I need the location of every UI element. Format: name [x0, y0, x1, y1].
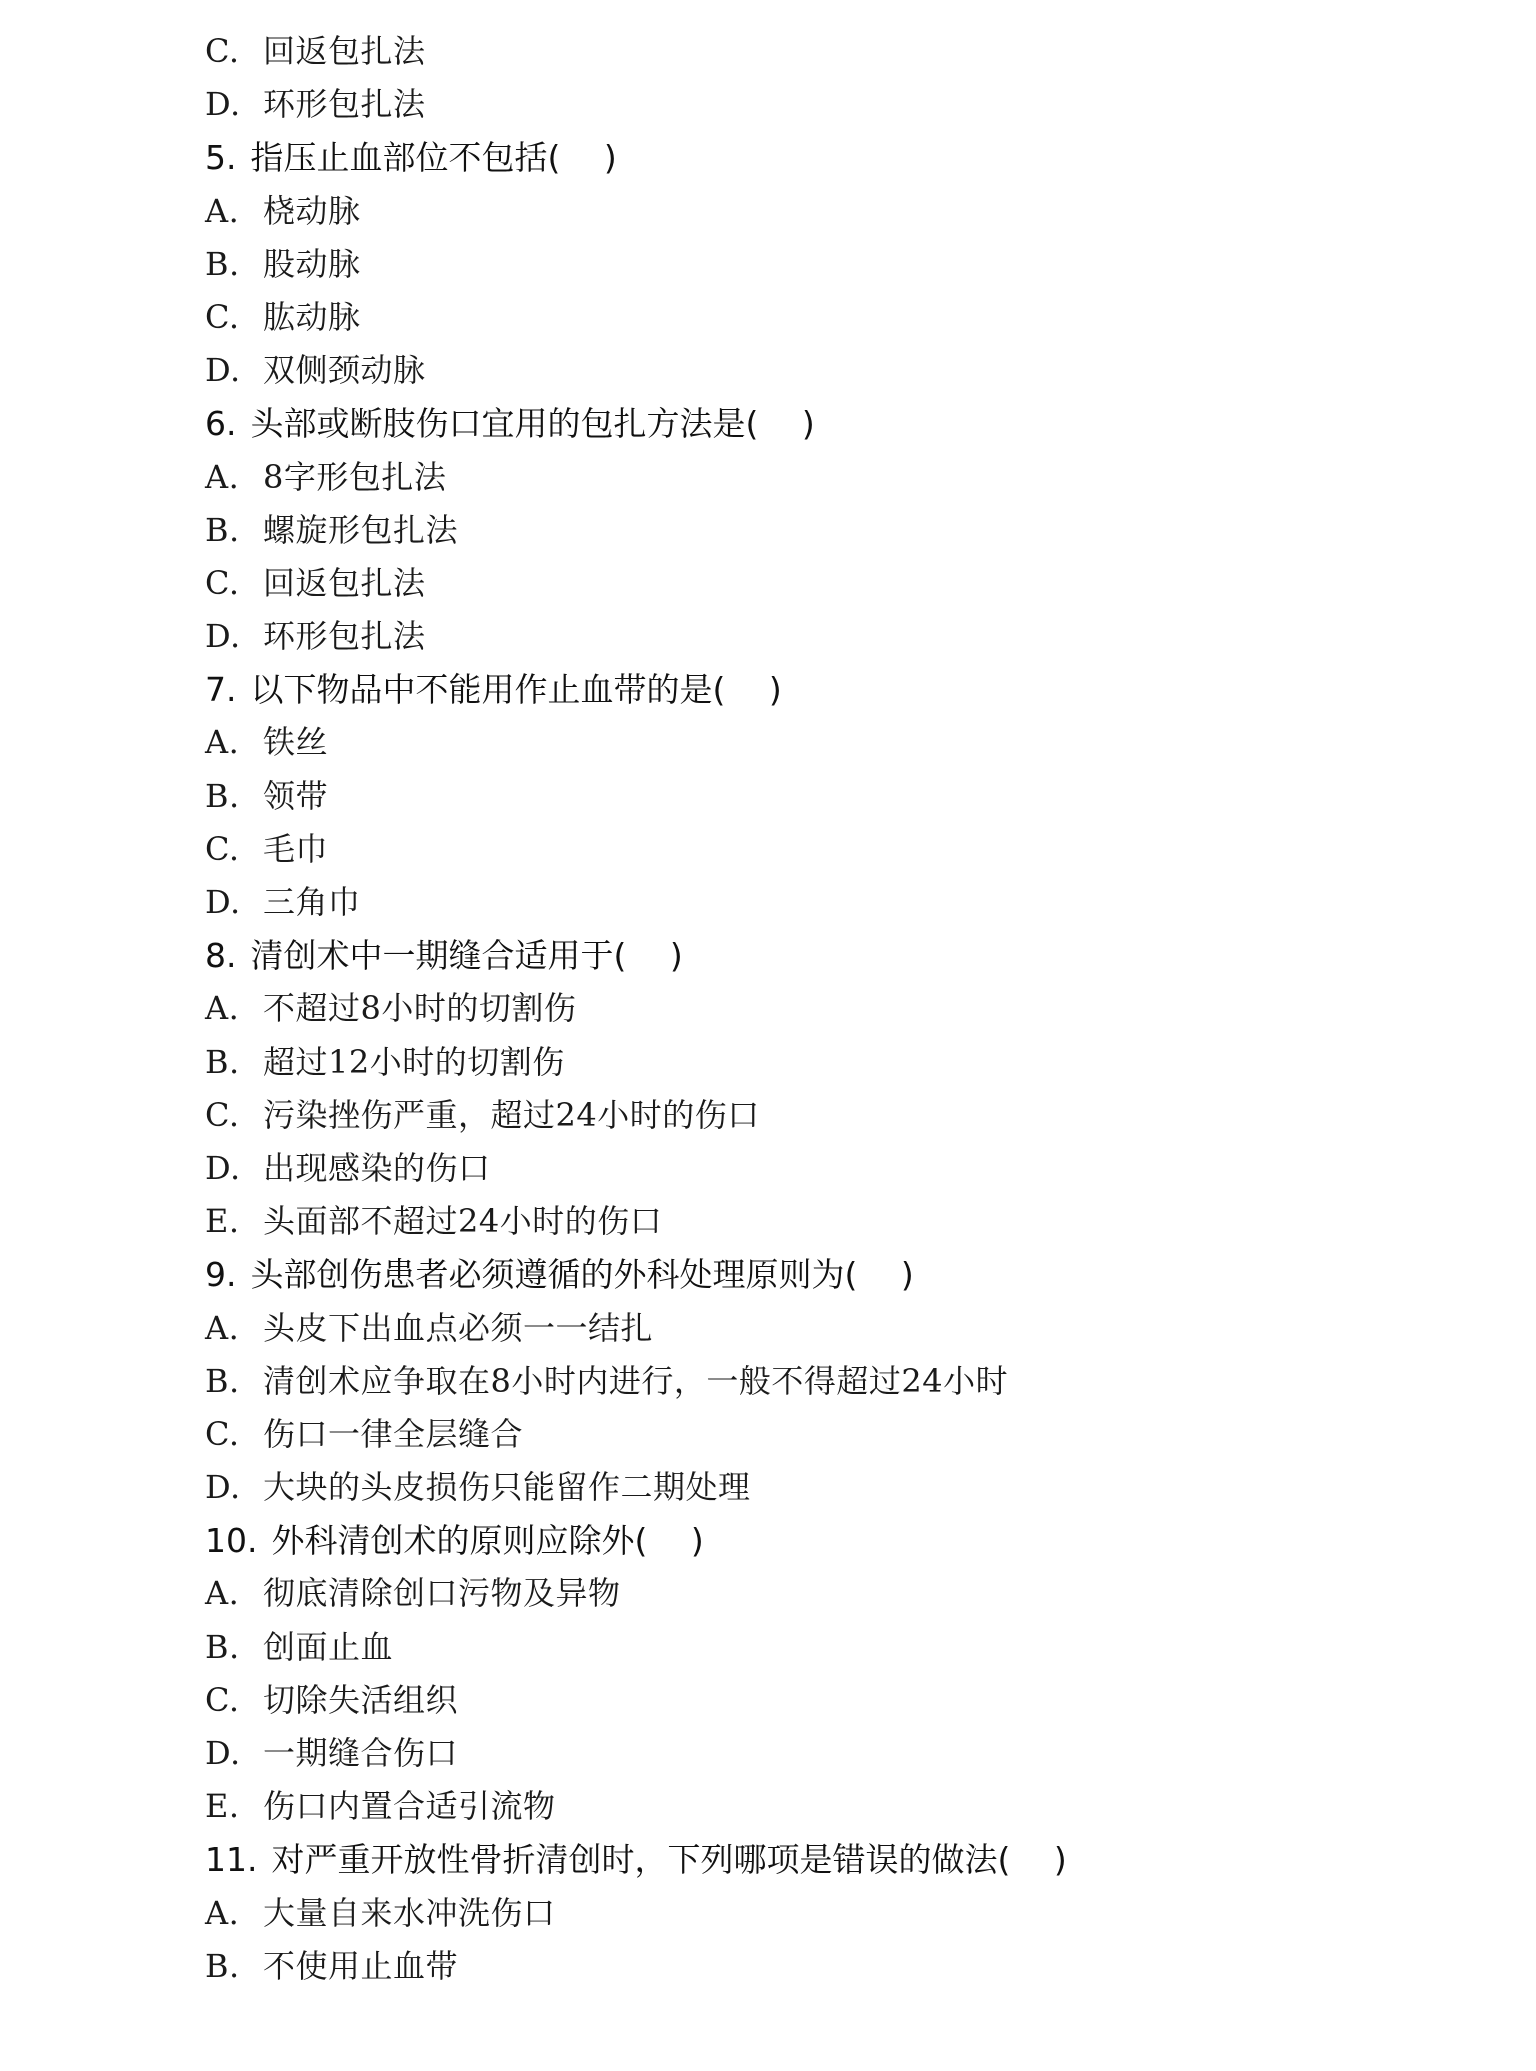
answer-option	[205, 1408, 1405, 1461]
question-stem	[205, 663, 1405, 716]
option-letter: C.	[205, 1095, 240, 1134]
answer-blank: ( )	[547, 138, 617, 178]
question-number: 11.	[205, 1840, 258, 1880]
option-text: 伤口一律全层缝合	[263, 1414, 524, 1453]
question-stem	[205, 397, 1405, 450]
option-letter: E.	[205, 1787, 240, 1826]
answer-blank: ( )	[997, 1840, 1067, 1880]
option-letter: A.	[205, 989, 240, 1028]
answer-blank: ( )	[712, 670, 782, 710]
question-stem	[205, 131, 1405, 184]
option-letter: C.	[205, 563, 240, 602]
option-letter: B.	[205, 1627, 240, 1666]
option-text: 桡动脉	[263, 191, 361, 230]
option-text: 一期缝合伤口	[263, 1734, 459, 1772]
option-letter: A.	[205, 1893, 240, 1932]
option-text: 彻底清除创口污物及异物	[263, 1574, 621, 1613]
option-text: 头面部不超过24小时的伤口	[263, 1202, 663, 1241]
answer-option	[205, 1727, 1405, 1780]
question-text: 外科清创术的原则应除外	[271, 1521, 635, 1561]
answer-option	[205, 78, 1405, 131]
question-number: 5.	[205, 138, 237, 178]
answer-option	[205, 1355, 1405, 1408]
answer-blank: ( )	[613, 936, 683, 976]
question-stem	[205, 1514, 1405, 1567]
question-stem	[205, 929, 1405, 982]
option-letter: B.	[205, 1361, 240, 1400]
option-letter: A.	[205, 191, 240, 230]
option-text: 回返包扎法	[263, 32, 426, 70]
option-text: 出现感染的伤口	[263, 1148, 491, 1187]
answer-option	[205, 1195, 1405, 1248]
question-number: 10.	[205, 1521, 258, 1561]
answer-option	[205, 344, 1405, 397]
option-text: 股动脉	[263, 244, 361, 283]
option-text: 清创术应争取在8小时内进行，一般不得超过24小时	[263, 1361, 1009, 1400]
option-text: 大量自来水冲洗伤口	[263, 1893, 556, 1932]
answer-option	[205, 610, 1405, 663]
answer-option	[205, 1302, 1405, 1355]
question-text: 头部创伤患者必须遵循的外科处理原则为	[250, 1255, 845, 1295]
option-letter: B.	[205, 510, 240, 549]
question-number: 9.	[205, 1255, 237, 1295]
option-letter: D.	[205, 351, 241, 390]
question-number: 7.	[205, 670, 237, 710]
option-text: 伤口内置合适引流物	[263, 1787, 556, 1826]
option-letter: D.	[205, 1148, 241, 1187]
answer-option	[205, 291, 1405, 344]
answer-option	[205, 238, 1405, 291]
option-letter: A.	[205, 1308, 240, 1347]
option-letter: D.	[205, 617, 241, 656]
option-letter: B.	[205, 1946, 240, 1985]
question-list	[205, 25, 1405, 1993]
option-letter: C.	[205, 1414, 240, 1453]
option-text: 头皮下出血点必须一一结扎	[263, 1308, 654, 1347]
option-text: 切除失活组织	[263, 1680, 459, 1719]
answer-blank: ( )	[634, 1521, 704, 1561]
question-number: 8.	[205, 936, 237, 976]
answer-option	[205, 716, 1405, 769]
option-text: 大块的头皮损伤只能留作二期处理	[263, 1468, 751, 1507]
option-text: 三角巾	[263, 883, 361, 921]
answer-option	[205, 25, 1405, 78]
answer-option	[205, 1461, 1405, 1514]
option-text: 环形包扎法	[263, 617, 426, 656]
answer-option	[205, 185, 1405, 238]
question-stem	[205, 1248, 1405, 1301]
option-letter: B.	[205, 1042, 240, 1081]
question-text: 以下物品中不能用作止血带的是	[250, 670, 713, 710]
option-letter: C.	[205, 829, 240, 868]
option-letter: B.	[205, 776, 240, 815]
option-letter: D.	[205, 1734, 241, 1772]
option-text: 超过12小时的切割伤	[263, 1042, 565, 1081]
option-text: 不使用止血带	[263, 1946, 459, 1985]
answer-option	[205, 1142, 1405, 1195]
answer-option	[205, 1621, 1405, 1674]
option-letter: D.	[205, 85, 241, 124]
question-text: 指压止血部位不包括	[250, 138, 548, 178]
option-letter: E.	[205, 1202, 240, 1241]
answer-option	[205, 451, 1405, 504]
option-text: 毛巾	[263, 829, 329, 868]
option-text: 环形包扎法	[263, 85, 426, 124]
option-letter: C.	[205, 1680, 240, 1719]
option-text: 铁丝	[263, 723, 329, 762]
answer-option	[205, 1567, 1405, 1620]
answer-option	[205, 1887, 1405, 1940]
question-stem	[205, 1833, 1405, 1886]
option-letter: B.	[205, 244, 240, 283]
option-letter: D.	[205, 1468, 241, 1507]
option-text: 8字形包扎法	[263, 457, 447, 496]
answer-blank: ( )	[745, 404, 815, 444]
option-letter: C.	[205, 32, 240, 70]
question-text: 清创术中一期缝合适用于	[250, 936, 614, 976]
option-text: 肱动脉	[263, 297, 361, 336]
option-text: 双侧颈动脉	[263, 351, 426, 390]
option-letter: D.	[205, 883, 241, 921]
answer-option	[205, 982, 1405, 1035]
option-letter: A.	[205, 457, 240, 496]
option-text: 螺旋形包扎法	[263, 510, 459, 549]
question-text: 对严重开放性骨折清创时，下列哪项是错误的做法	[271, 1840, 998, 1880]
option-text: 创面止血	[263, 1627, 394, 1666]
answer-option	[205, 1036, 1405, 1089]
option-text: 污染挫伤严重，超过24小时的伤口	[263, 1095, 760, 1134]
option-text: 不超过8小时的切割伤	[263, 989, 577, 1028]
option-text: 领带	[263, 776, 329, 815]
answer-option	[205, 1089, 1405, 1142]
answer-option	[205, 557, 1405, 610]
answer-option	[205, 504, 1405, 557]
answer-option	[205, 823, 1405, 876]
answer-option	[205, 1674, 1405, 1727]
option-text: 回返包扎法	[263, 563, 426, 602]
answer-option	[205, 1780, 1405, 1833]
option-letter: A.	[205, 723, 240, 762]
option-letter: A.	[205, 1574, 240, 1613]
option-letter: C.	[205, 297, 240, 336]
question-number: 6.	[205, 404, 237, 444]
answer-option	[205, 770, 1405, 823]
answer-option	[205, 876, 1405, 929]
answer-option	[205, 1940, 1405, 1993]
answer-blank: ( )	[844, 1255, 914, 1295]
question-text: 头部或断肢伤口宜用的包扎方法是	[250, 404, 746, 444]
